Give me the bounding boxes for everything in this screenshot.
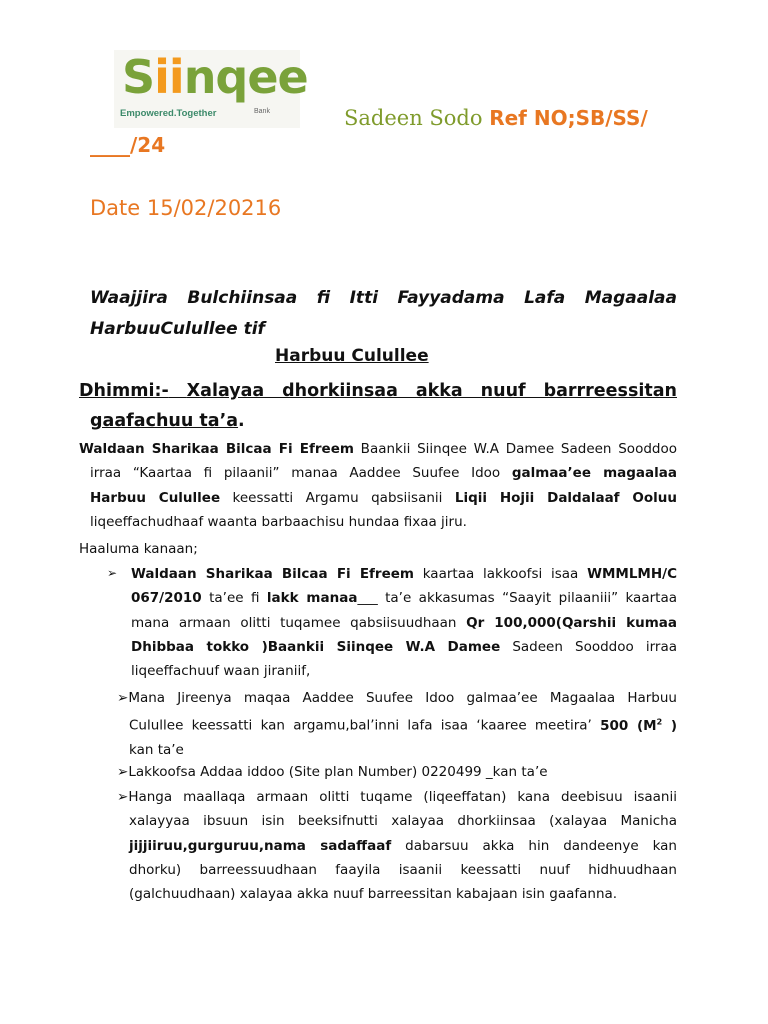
bullet-line: kan ta’e — [129, 742, 184, 759]
bullet-line: Dhibbaa tokko )Baankii Siinqee W.A Damee Sadeen Sooddoo irraa — [131, 638, 677, 655]
subject-line-2: gaafachuu ta’a. — [90, 411, 245, 431]
bullet-line: jijjiiruu,gurguruu,nama sadaffaaf dabarsuu akka hin dandeenye kan — [129, 837, 677, 854]
ref-number: Ref NO;SB/SS/ — [489, 106, 648, 130]
bullet-line: Culullee keessatti kan argamu,bal’inni lafa isaa ‘kaaree meetira’ 500 ($M^2$ ) — [129, 717, 678, 734]
bullet-line: (galchuudhaan) xalayaa akka nuuf barreessitan kabajaan isin gaafanna. — [129, 886, 618, 903]
recipient-place: Harbuu Culullee — [275, 346, 429, 366]
para-line: Harbuu Culullee keessatti Argamu qabsiisanii Liqii Hojii Daldalaaf Ooluu — [90, 489, 677, 506]
bullet-line: Waldaan Sharikaa Bilcaa Fi Efreem kaartaa lakkoofsi isaa WMMLMH/C — [131, 566, 677, 582]
bullet-line: liqeeffachuuf waan jiraniif, — [131, 663, 311, 680]
siinqee-logo — [114, 50, 308, 128]
letter-date: Date 15/02/20216 — [90, 196, 282, 220]
arrow-bullet-icon: ➢ — [117, 690, 129, 706]
bullet-line: ➢Hanga maallaqa armaan olitti tuqame (liqeeffatan) kana deebisuu isaanii — [117, 789, 677, 805]
recipient-block — [90, 283, 677, 345]
bullet-1 — [131, 562, 677, 683]
branch-and-ref — [344, 106, 648, 130]
bullet-line: xalayyaa ibsuun isin beeksifnutti xalayaa dhorkiinsaa (xalayaa Manicha — [129, 813, 677, 830]
para-line: Waldaan Sharikaa Bilcaa Fi Efreem Baankii Siinqee W.A Damee Sadeen Sooddoo — [79, 441, 677, 457]
bullet-4 — [117, 785, 677, 906]
bullet-line: ➢Mana Jireenya maqaa Aaddee Suufee Idoo galmaa’ee Magaalaa Harbuu — [117, 690, 677, 706]
recipient-line-1: Waajjira Bulchiinsaa fi Itti Fayyadama Lafa Magaalaa — [90, 288, 677, 308]
bullet-3 — [117, 760, 677, 784]
arrow-bullet-icon: ➢ — [117, 789, 129, 805]
subject-block — [79, 376, 677, 436]
intro-paragraph — [79, 437, 677, 534]
bullet-2 — [117, 686, 677, 762]
bullet-line: 067/2010 ta’ee fi lakk manaa___ ta’e akkasumas “Saayit pilaaniii” kaartaa — [131, 590, 677, 607]
logo-bank-label: Bank — [254, 108, 270, 115]
bullet-line: ➢Lakkoofsa Addaa iddoo (Site plan Number) 0220499 _kan ta’e — [117, 764, 548, 780]
bullet-line: mana armaan olitti tuqamee qabsiisuudhaan Qr 100,000(Qarshii kumaa — [131, 614, 677, 631]
para-line: irraa “Kaartaa fi pilaanii” manaa Aaddee Suufee Idoo galmaa’ee magaalaa — [90, 465, 677, 482]
arrow-bullet-icon: ➢ — [117, 764, 129, 780]
logo-tagline: Empowered.Together — [120, 108, 217, 119]
branch-name: Sadeen Sodo — [344, 106, 483, 130]
haaluma-line: Haaluma kanaan; — [79, 541, 198, 557]
para-line: liqeeffachudhaaf waanta barbaachisu hundaa fixaa jiru. — [90, 513, 467, 530]
arrow-bullet-icon: ➢ — [107, 566, 118, 580]
logo-wordmark: Siinqee — [122, 50, 308, 104]
bullet-line: dhorku) barreessuudhaan faayila isaanii keessatti nuuf hidhuudhaan — [129, 861, 677, 878]
ref-number-cont: ____/24 — [90, 133, 166, 157]
subject-line-1: Dhimmi:- Xalayaa dhorkiinsaa akka nuuf barrreessitan — [79, 381, 677, 401]
recipient-line-2: HarbuuCulullee tif — [90, 319, 265, 339]
